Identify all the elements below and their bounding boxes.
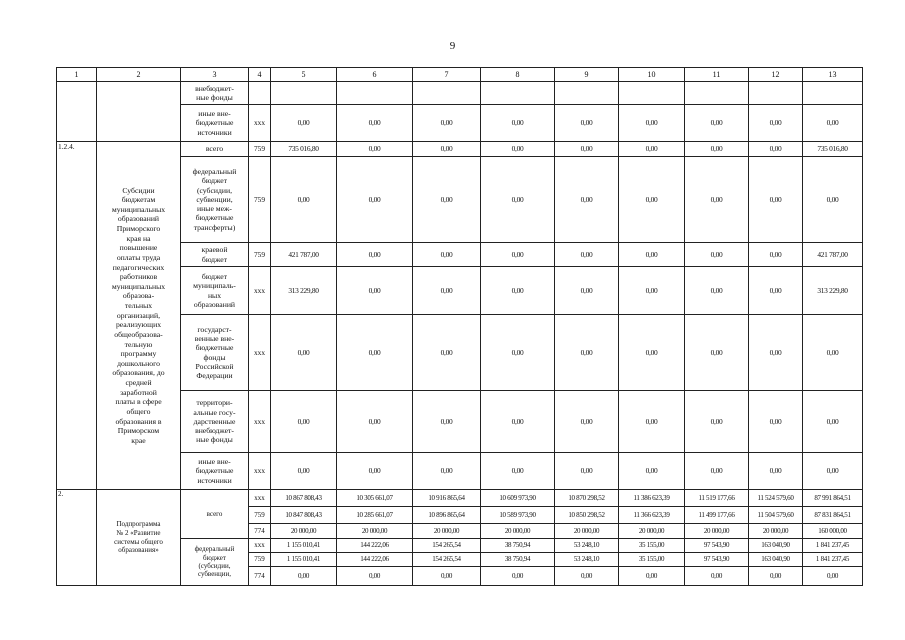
amount-cell: 0,00	[619, 142, 685, 157]
page-number: 9	[449, 40, 456, 52]
amount-cell: 0,00	[749, 453, 803, 490]
amount-cell: 0,00	[413, 315, 481, 391]
amount-cell: 11 366 623,39	[619, 507, 685, 524]
amount-cell: 11 524 579,60	[749, 490, 803, 507]
section-2-row	[57, 490, 863, 507]
column-header: 12	[749, 68, 803, 82]
amount-cell: 35 155,00	[619, 553, 685, 567]
amount-cell: 0,00	[685, 157, 749, 243]
amount-cell: 0,00	[337, 105, 413, 142]
code-cell: xxx	[249, 539, 271, 553]
source-cell: всего	[181, 142, 249, 157]
amount-cell: 11 386 623,39	[619, 490, 685, 507]
amount-cell: 0,00	[685, 315, 749, 391]
empty-cell	[803, 82, 863, 105]
amount-cell: 0,00	[481, 105, 555, 142]
source-cell: государст- венные вне- бюджетные фонды Российской Федерации	[181, 315, 249, 391]
amount-cell: 38 750,94	[481, 553, 555, 567]
empty-cell	[337, 82, 413, 105]
amount-cell: 0,00	[413, 243, 481, 267]
amount-cell: 0,00	[413, 157, 481, 243]
source-cell: внебюджет- ные фонды	[181, 82, 249, 105]
amount-cell: 1 155 010,41	[271, 539, 337, 553]
amount-cell: 87 831 864,51	[803, 507, 863, 524]
amount-cell: 53 248,10	[555, 539, 619, 553]
empty-cell	[555, 82, 619, 105]
amount-cell: 10 847 808,43	[271, 507, 337, 524]
amount-cell: 735 016,80	[271, 142, 337, 157]
amount-cell: 313 229,80	[271, 267, 337, 315]
amount-cell: 0,00	[481, 391, 555, 453]
amount-cell: 0,00	[555, 567, 619, 586]
amount-cell: 20 000,00	[337, 524, 413, 539]
amount-cell: 0,00	[749, 315, 803, 391]
amount-cell: 1 155 010,41	[271, 553, 337, 567]
amount-cell: 10 850 298,52	[555, 507, 619, 524]
amount-cell: 0,00	[555, 267, 619, 315]
amount-cell: 0,00	[619, 157, 685, 243]
section-1-2-4-row	[57, 142, 863, 157]
amount-cell: 0,00	[749, 157, 803, 243]
row-number-cell	[57, 82, 97, 142]
code-cell: 759	[249, 553, 271, 567]
amount-cell: 160 000,00	[803, 524, 863, 539]
row-name-cell	[97, 82, 181, 142]
amount-cell: 0,00	[271, 453, 337, 490]
amount-cell: 154 265,54	[413, 539, 481, 553]
code-cell: xxx	[249, 105, 271, 142]
empty-cell	[481, 82, 555, 105]
amount-cell: 0,00	[685, 267, 749, 315]
amount-cell: 0,00	[413, 142, 481, 157]
amount-cell: 0,00	[555, 105, 619, 142]
amount-cell: 0,00	[619, 567, 685, 586]
amount-cell: 0,00	[685, 243, 749, 267]
amount-cell: 0,00	[749, 267, 803, 315]
amount-cell: 0,00	[271, 157, 337, 243]
amount-cell: 0,00	[685, 567, 749, 586]
amount-cell: 10 589 973,90	[481, 507, 555, 524]
code-cell: 759	[249, 142, 271, 157]
amount-cell: 0,00	[749, 243, 803, 267]
amount-cell: 1 841 237,45	[803, 539, 863, 553]
empty-cell	[249, 82, 271, 105]
amount-cell: 0,00	[619, 243, 685, 267]
amount-cell: 0,00	[555, 142, 619, 157]
code-cell: 774	[249, 567, 271, 586]
source-cell: иные вне- бюджетные источники	[181, 105, 249, 142]
amount-cell: 20 000,00	[481, 524, 555, 539]
empty-cell	[619, 82, 685, 105]
code-cell: xxx	[249, 315, 271, 391]
amount-cell: 0,00	[803, 315, 863, 391]
amount-cell: 10 609 973,90	[481, 490, 555, 507]
source-cell: федеральный бюджет (субсидии, субвенции,	[181, 539, 249, 586]
amount-cell: 10 870 298,52	[555, 490, 619, 507]
amount-cell: 0,00	[337, 391, 413, 453]
amount-cell: 0,00	[481, 453, 555, 490]
amount-cell: 10 305 661,07	[337, 490, 413, 507]
budget-table	[56, 67, 863, 586]
empty-cell	[413, 82, 481, 105]
amount-cell: 97 543,90	[685, 539, 749, 553]
amount-cell: 0,00	[271, 315, 337, 391]
amount-cell: 53 248,10	[555, 553, 619, 567]
amount-cell: 0,00	[337, 267, 413, 315]
amount-cell: 0,00	[803, 567, 863, 586]
amount-cell: 0,00	[413, 567, 481, 586]
amount-cell: 0,00	[749, 567, 803, 586]
amount-cell: 20 000,00	[685, 524, 749, 539]
amount-cell: 0,00	[337, 157, 413, 243]
amount-cell: 0,00	[481, 567, 555, 586]
amount-cell: 0,00	[481, 243, 555, 267]
amount-cell: 20 000,00	[271, 524, 337, 539]
amount-cell: 0,00	[685, 453, 749, 490]
amount-cell: 154 265,54	[413, 553, 481, 567]
column-header: 8	[481, 68, 555, 82]
column-header-row	[57, 68, 863, 82]
amount-cell: 0,00	[555, 157, 619, 243]
amount-cell: 0,00	[271, 567, 337, 586]
amount-cell: 0,00	[619, 105, 685, 142]
continuation-row	[57, 82, 863, 105]
code-cell: 759	[249, 157, 271, 243]
source-cell: федеральный бюджет (субсидии, субвенции, иные меж- бюджетные трансферты)	[181, 157, 249, 243]
amount-cell: 0,00	[749, 105, 803, 142]
amount-cell: 0,00	[555, 315, 619, 391]
amount-cell: 0,00	[481, 142, 555, 157]
empty-cell	[685, 82, 749, 105]
column-header: 6	[337, 68, 413, 82]
amount-cell: 1 841 237,45	[803, 553, 863, 567]
amount-cell: 20 000,00	[413, 524, 481, 539]
amount-cell: 20 000,00	[555, 524, 619, 539]
code-cell: xxx	[249, 391, 271, 453]
amount-cell: 0,00	[271, 105, 337, 142]
code-cell: xxx	[249, 267, 271, 315]
amount-cell: 10 896 865,64	[413, 507, 481, 524]
empty-cell	[271, 82, 337, 105]
amount-cell: 0,00	[619, 453, 685, 490]
amount-cell: 10 285 661,07	[337, 507, 413, 524]
amount-cell: 97 543,90	[685, 553, 749, 567]
amount-cell: 0,00	[413, 267, 481, 315]
amount-cell: 163 040,90	[749, 539, 803, 553]
amount-cell: 87 991 864,51	[803, 490, 863, 507]
amount-cell: 20 000,00	[619, 524, 685, 539]
amount-cell: 421 787,00	[803, 243, 863, 267]
amount-cell: 10 916 865,64	[413, 490, 481, 507]
code-cell: 759	[249, 243, 271, 267]
column-header: 7	[413, 68, 481, 82]
amount-cell: 0,00	[619, 267, 685, 315]
amount-cell: 0,00	[803, 391, 863, 453]
column-header: 5	[271, 68, 337, 82]
source-cell: краевой бюджет	[181, 243, 249, 267]
amount-cell: 0,00	[619, 315, 685, 391]
column-header: 11	[685, 68, 749, 82]
amount-cell: 144 222,06	[337, 539, 413, 553]
amount-cell: 0,00	[555, 391, 619, 453]
amount-cell: 0,00	[337, 142, 413, 157]
column-header: 10	[619, 68, 685, 82]
empty-cell	[749, 82, 803, 105]
amount-cell: 35 155,00	[619, 539, 685, 553]
source-cell: территори- альные госу- дарственные внебюджет- ные фонды	[181, 391, 249, 453]
amount-cell: 0,00	[481, 315, 555, 391]
amount-cell: 0,00	[685, 142, 749, 157]
amount-cell: 0,00	[685, 391, 749, 453]
amount-cell: 0,00	[481, 157, 555, 243]
amount-cell: 144 222,06	[337, 553, 413, 567]
row-number-cell: 1.2.4.	[57, 142, 97, 490]
column-header: 13	[803, 68, 863, 82]
code-cell: 774	[249, 524, 271, 539]
row-number-cell: 2.	[57, 490, 97, 586]
amount-cell: 0,00	[413, 453, 481, 490]
amount-cell: 0,00	[413, 391, 481, 453]
row-name-cell: Субсидии бюджетам муниципальных образований Приморского края на повышение оплаты труда педагогических работников муниципальных образова- тельных организаций, реализующих общеобразова- тельную программу дошкольного образования, до средней заработной платы в сфере общего образования в Приморском крае	[97, 142, 181, 490]
amount-cell: 421 787,00	[271, 243, 337, 267]
amount-cell: 0,00	[337, 567, 413, 586]
amount-cell: 0,00	[337, 315, 413, 391]
amount-cell: 0,00	[555, 453, 619, 490]
source-cell: бюджет муниципаль- ных образований	[181, 267, 249, 315]
amount-cell: 313 229,80	[803, 267, 863, 315]
amount-cell: 735 016,80	[803, 142, 863, 157]
amount-cell: 0,00	[619, 391, 685, 453]
amount-cell: 11 499 177,66	[685, 507, 749, 524]
amount-cell: 0,00	[481, 267, 555, 315]
column-header: 2	[97, 68, 181, 82]
amount-cell: 0,00	[685, 105, 749, 142]
amount-cell: 0,00	[803, 453, 863, 490]
amount-cell: 11 519 177,66	[685, 490, 749, 507]
amount-cell: 0,00	[749, 142, 803, 157]
amount-cell: 11 504 579,60	[749, 507, 803, 524]
column-header: 4	[249, 68, 271, 82]
amount-cell: 0,00	[803, 157, 863, 243]
amount-cell: 0,00	[749, 391, 803, 453]
amount-cell: 0,00	[337, 453, 413, 490]
amount-cell: 0,00	[555, 243, 619, 267]
column-header: 1	[57, 68, 97, 82]
column-header: 9	[555, 68, 619, 82]
row-name-cell: Подпрограмма № 2 «Развитие системы общего образования»	[97, 490, 181, 586]
amount-cell: 0,00	[337, 243, 413, 267]
amount-cell: 0,00	[413, 105, 481, 142]
code-cell: xxx	[249, 453, 271, 490]
amount-cell: 20 000,00	[749, 524, 803, 539]
amount-cell: 10 867 808,43	[271, 490, 337, 507]
source-cell: иные вне- бюджетные источники	[181, 453, 249, 490]
amount-cell: 0,00	[271, 391, 337, 453]
column-header: 3	[181, 68, 249, 82]
amount-cell: 38 750,94	[481, 539, 555, 553]
amount-cell: 0,00	[803, 105, 863, 142]
code-cell: 759	[249, 507, 271, 524]
source-cell: всего	[181, 490, 249, 539]
amount-cell: 163 040,90	[749, 553, 803, 567]
code-cell: xxx	[249, 490, 271, 507]
